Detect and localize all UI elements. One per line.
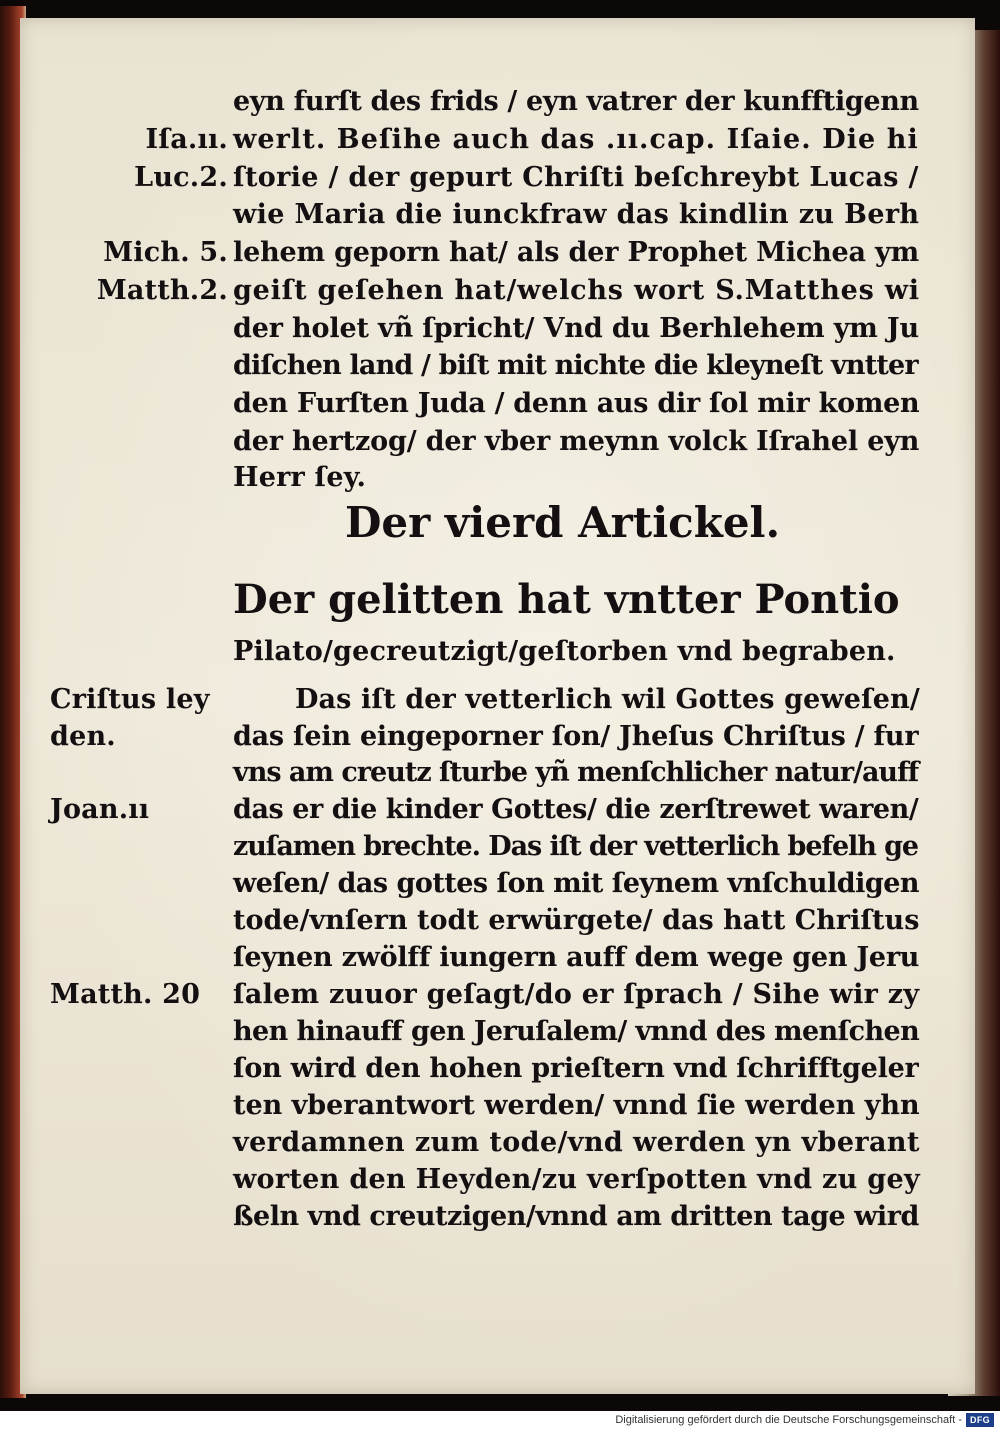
- text-line: ten vberantwort werden/ vnnd ſie werden yhn: [233, 1090, 920, 1121]
- text-line: das ſein eingeporner ſon/ Jheſus Chriſtus / fur: [233, 721, 919, 752]
- text-line: verdamnen zum tode/vnd werden yn vberant: [233, 1127, 920, 1158]
- text-line: worten den Heyden/zu verſpotten vnd zu gey: [233, 1164, 920, 1195]
- margin-note-cristus-cont: den.: [50, 721, 116, 752]
- text-line: wie Maria die iunckfraw das kindlin zu Berh: [233, 199, 920, 230]
- text-line: diſchen land / biſt mit nichte die kleyneſt vntter: [233, 350, 918, 381]
- margin-note-john: Joan.ıı: [50, 794, 150, 825]
- text-line: ſtorie / der gepurt Chriſti beſchreybt Lucas /: [233, 162, 919, 193]
- text-line: der holet vñ ſpricht/ Vnd du Berhlehem ym Ju: [233, 313, 920, 344]
- margin-note-matthew20: Matth. 20: [50, 979, 201, 1010]
- text-line: ſalem zuuor geſagt/do er ſprach / Sihe wir zy: [233, 979, 920, 1010]
- text-line: Das iſt der vetterlich wil Gottes geweſen/: [295, 684, 920, 715]
- text-line: der hertzog/ der vber meynn volck Iſrahel eyn: [233, 426, 920, 457]
- text-line: ßeln vnd creutzigen/vnnd am dritten tage wird: [233, 1201, 919, 1232]
- text-line: lehem geporn hat/ als der Prophet Michea ym: [233, 237, 919, 268]
- text-line: weſen/ das gottes ſon mit ſeynem vnſchuldigen: [233, 868, 920, 899]
- text-line: das er die kinder Gottes/ die zerſtrewet waren/: [233, 794, 919, 825]
- text-line: eyn furſt des frids / eyn vatrer der kunfftigenn: [233, 86, 919, 117]
- funding-credit: Digitalisierung gefördert durch die Deutsche Forschungsgemeinschaft -: [615, 1414, 962, 1426]
- text-line: tode/vnſern todt erwürgete/ das hatt Chriſtus: [233, 905, 920, 936]
- article-heading: Der vierd Artickel.: [345, 498, 781, 547]
- text-line: den Furſten Juda / denn aus dir ſol mir komen: [233, 388, 920, 419]
- margin-note-isaiah: Iſa.ıı.: [145, 124, 228, 155]
- text-line: ſon wird den hohen prieſtern vnd ſchrifftgeler: [233, 1053, 919, 1084]
- margin-note-luke: Luc.2.: [134, 162, 228, 193]
- text-line: zuſamen brechte. Das iſt der vetterlich befelh ge: [233, 831, 918, 862]
- text-line: werlt. Beſihe auch das .ıı.cap. Iſaie. Die hi: [233, 124, 919, 155]
- creed-subheading: Pilato/gecreutzigt/geſtorben vnd begraben.: [233, 636, 896, 667]
- text-line: ſeynen zwölff iungern auff dem wege gen Jeru: [233, 942, 920, 973]
- margin-note-micah: Mich. 5.: [103, 237, 228, 268]
- dfg-logo: DFG: [966, 1413, 994, 1427]
- creed-heading: Der gelitten hat vntter Pontio: [233, 576, 900, 623]
- text-line: hen hinauff gen Jeruſalem/ vnnd des menſchen: [233, 1016, 920, 1047]
- margin-note-matthew2: Matth.2.: [96, 275, 228, 306]
- margin-note-cristus: Criſtus ley: [50, 684, 210, 715]
- text-line: vns am creutz ſturbe yñ menſchlicher natur/auff: [233, 757, 919, 788]
- text-line: Herr ſey.: [233, 462, 367, 493]
- text-line: geiſt geſehen hat/welchs wort S.Matthes wi: [233, 275, 920, 306]
